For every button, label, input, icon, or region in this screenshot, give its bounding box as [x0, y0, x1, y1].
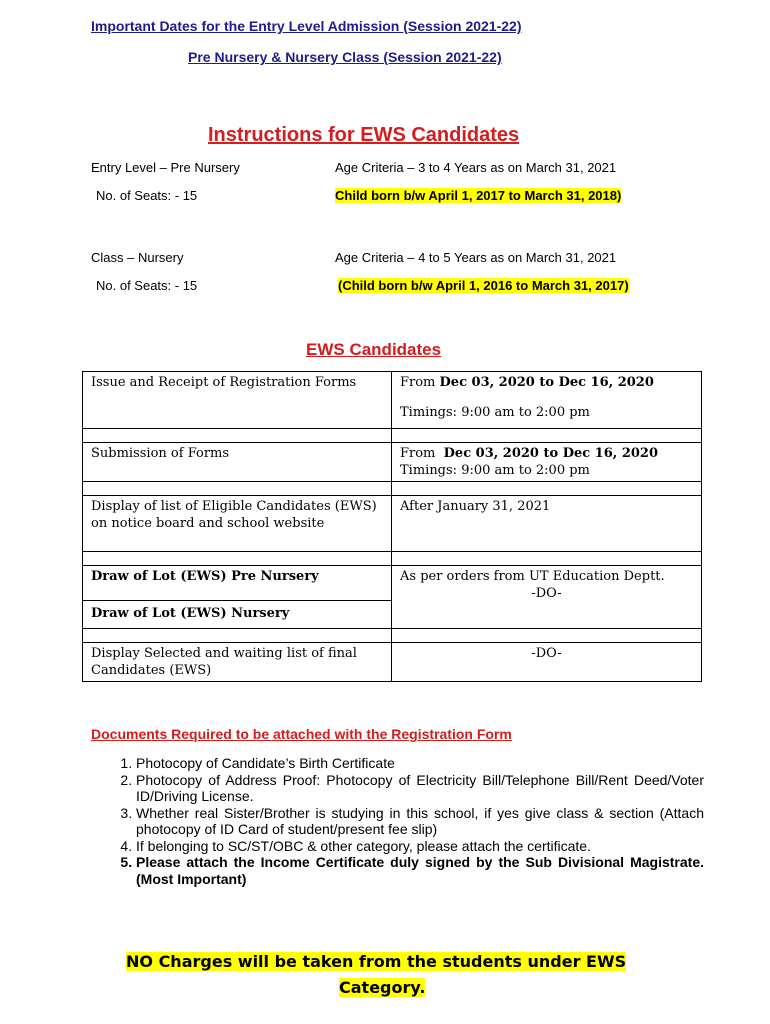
draw-nur-value: -DO- — [531, 586, 562, 601]
nursery-age: Age Criteria – 4 to 5 Years as on March 31, 2021 — [335, 250, 617, 265]
documents-title: Documents Required to be attached with the Registration Form — [91, 726, 512, 742]
issue-value — [392, 372, 702, 429]
table-row — [83, 496, 702, 552]
header-line-2: Pre Nursery & Nursery Class (Session 2021-22) — [188, 49, 502, 65]
instructions-title: Instructions for EWS Candidates — [208, 124, 520, 146]
display-value: After January 31, 2021 — [392, 496, 702, 552]
draw-nur-label: Draw of Lot (EWS) Nursery — [83, 601, 392, 629]
list-item: 3. Whether real Sister/Brother is studying in this school, if yes give class & section (Attach photocopy of ID Card of student/present fee slip) — [136, 805, 704, 838]
list-item: 2. Photocopy of Address Proof: Photocopy of Electricity Bill/Telephone Bill/Rent Deed/Voter ID/Driving License. — [136, 772, 704, 805]
final-label: Display Selected and waiting list of final Candidates (EWS) — [83, 643, 392, 682]
list-item: 1. Photocopy of Candidate’s Birth Certificate — [136, 755, 704, 772]
table-spacer-row — [83, 629, 702, 643]
table-spacer-row — [83, 552, 702, 566]
footer-line-2: Category. — [339, 978, 426, 997]
draw-value-cell — [392, 566, 702, 629]
table-row — [83, 443, 702, 482]
draw-pre-value: As per orders from UT Education Deptt. — [400, 569, 665, 584]
table-row — [83, 566, 702, 601]
issue-timings: Timings: 9:00 am to 2:00 pm — [400, 405, 590, 420]
submission-value — [392, 443, 702, 482]
nursery-seats: No. of Seats: - 15 — [96, 278, 198, 293]
header-line-1: Important Dates for the Entry Level Admission (Session 2021-22) — [91, 18, 522, 34]
list-item: 5. Please attach the Income Certificate duly signed by the Sub Divisional Magistrate. (Most Important) — [136, 854, 704, 887]
nursery-level: Class – Nursery — [91, 250, 184, 265]
list-item: 4. If belonging to SC/ST/OBC & other category, please attach the certificate. — [136, 838, 704, 855]
nursery-born: (Child born b/w April 1, 2016 to March 31, 2017) — [338, 278, 629, 293]
pre-nursery-age: Age Criteria – 3 to 4 Years as on March 31, 2021 — [335, 160, 617, 175]
submission-from: From — [400, 446, 444, 461]
ews-title: EWS Candidates — [306, 340, 442, 359]
documents-list — [114, 755, 704, 887]
issue-from: From — [400, 375, 440, 390]
table-spacer-row — [83, 482, 702, 496]
display-label: Display of list of Eligible Candidates (EWS) on notice board and school website — [83, 496, 392, 552]
pre-nursery-level: Entry Level – Pre Nursery — [91, 160, 240, 175]
submission-dates: Dec 03, 2020 to Dec 16, 2020 — [443, 446, 659, 461]
issue-dates: Dec 03, 2020 to Dec 16, 2020 — [439, 375, 654, 390]
footer-line-1: NO Charges will be taken from the students under EWS — [126, 952, 627, 971]
submission-label: Submission of Forms — [83, 443, 392, 482]
pre-nursery-born: Child born b/w April 1, 2017 to March 31, 2018) — [335, 188, 622, 203]
pre-nursery-seats: No. of Seats: - 15 — [96, 188, 198, 203]
final-value: -DO- — [392, 643, 702, 682]
submission-timings: Timings: 9:00 am to 2:00 pm — [400, 463, 590, 478]
draw-pre-label: Draw of Lot (EWS) Pre Nursery — [83, 566, 392, 601]
ews-schedule-table — [82, 371, 702, 682]
table-row — [83, 372, 702, 429]
table-row — [83, 643, 702, 682]
table-spacer-row — [83, 429, 702, 443]
issue-label: Issue and Receipt of Registration Forms — [83, 372, 392, 429]
